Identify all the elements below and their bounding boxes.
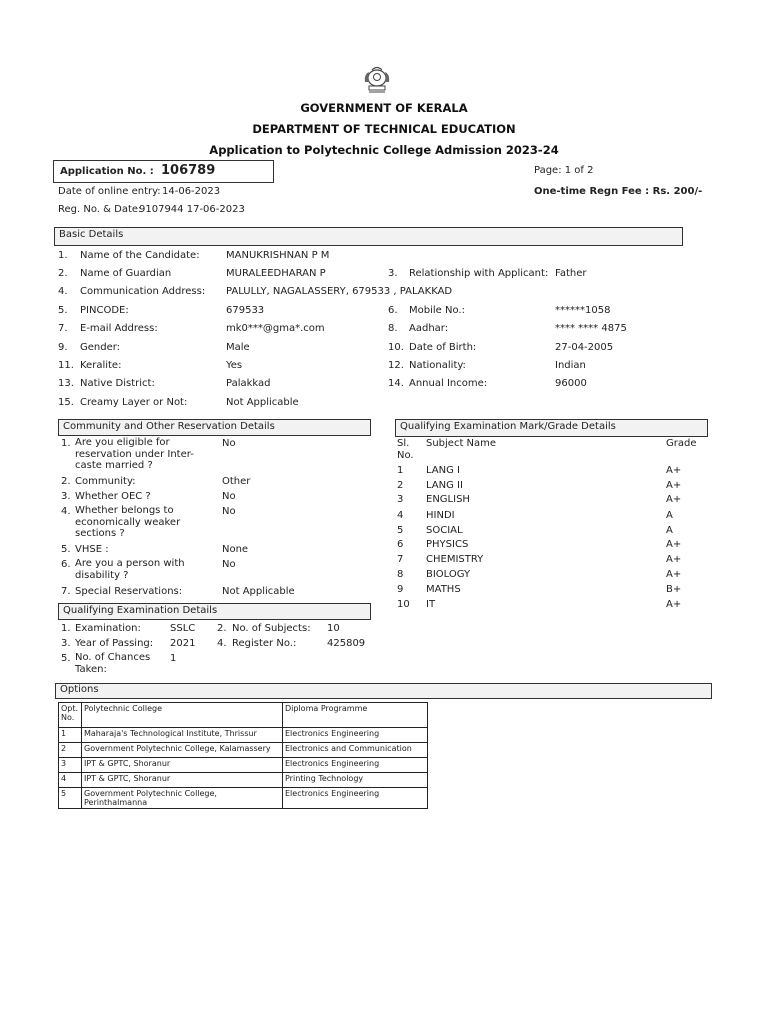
field-number: 8. <box>388 323 398 334</box>
table-row <box>59 758 428 773</box>
annual-income-value: 96000 <box>555 378 587 389</box>
item-number: 2. <box>217 623 227 634</box>
marks-sl: 9 <box>397 584 404 595</box>
dob-label: Date of Birth: <box>409 342 477 353</box>
marks-grade: B+ <box>666 584 682 595</box>
address-label: Communication Address: <box>80 286 206 297</box>
question-number: 7. <box>61 586 71 597</box>
guardian-name-value: MURALEEDHARAN P <box>226 268 326 279</box>
field-number: 9. <box>58 342 68 353</box>
marks-subject: BIOLOGY <box>426 569 471 580</box>
marks-sl: 6 <box>397 539 404 550</box>
field-number: 13. <box>58 378 74 389</box>
subjects-count-label: No. of Subjects: <box>232 623 311 634</box>
pincode-value: 679533 <box>226 305 265 316</box>
item-number: 3. <box>61 638 71 649</box>
option-number: 1 <box>59 728 82 743</box>
options-table <box>58 702 428 809</box>
option-college: IPT & GPTC, Shoranur <box>82 758 283 773</box>
field-number: 1. <box>58 250 68 261</box>
special-reservation-label: Special Reservations: <box>75 586 183 597</box>
online-entry-value: 14-06-2023 <box>162 186 221 197</box>
options-heading: Options <box>55 683 712 699</box>
register-no-label: Register No.: <box>232 638 297 649</box>
marks-section-heading: Qualifying Examination Mark/Grade Details <box>395 419 708 437</box>
field-number: 11. <box>58 360 74 371</box>
application-number-value: 106789 <box>161 163 216 178</box>
pincode-label: PINCODE: <box>80 305 129 316</box>
chances-value: 1 <box>170 653 177 664</box>
option-college: Government Polytechnic College, Perinthalmanna <box>82 788 283 809</box>
marks-subject: LANG II <box>426 480 463 491</box>
reg-no-value: 9107944 17-06-2023 <box>139 204 245 215</box>
email-value: mk0***@gma*.com <box>226 323 325 334</box>
aadhar-label: Aadhar: <box>409 323 449 334</box>
item-number: 5. <box>61 653 71 664</box>
marks-grade: A+ <box>666 465 682 476</box>
options-col-no: Opt. No. <box>59 703 82 728</box>
examination-value: SSLC <box>170 623 196 634</box>
marks-grade: A <box>666 525 673 536</box>
nationality-label: Nationality: <box>409 360 466 371</box>
email-label: E-mail Address: <box>80 323 158 334</box>
application-number-box <box>53 160 274 183</box>
marks-col-grade: Grade <box>666 438 697 449</box>
option-programme: Electronics and Communication <box>283 743 428 758</box>
gender-value: Male <box>226 342 250 353</box>
registration-fee: One-time Regn Fee : Rs. 200/- <box>534 186 703 197</box>
option-number: 5 <box>59 788 82 809</box>
question-number: 6. <box>61 559 71 570</box>
marks-sl: 4 <box>397 510 404 521</box>
option-number: 4 <box>59 773 82 788</box>
guardian-name-label: Name of Guardian <box>80 268 172 279</box>
marks-sl: 2 <box>397 480 404 491</box>
options-col-programme: Diploma Programme <box>283 703 428 728</box>
address-value: PALULLY, NAGALASSERY, 679533 , PALAKKAD <box>226 286 453 297</box>
candidate-name-value: MANUKRISHNAN P M <box>226 250 330 261</box>
keralite-value: Yes <box>226 360 243 371</box>
field-number: 15. <box>58 397 74 408</box>
disability-label: Are you a person with disability ? <box>75 558 185 581</box>
options-col-college: Polytechnic College <box>82 703 283 728</box>
marks-sl: 10 <box>397 599 410 610</box>
inter-caste-value: No <box>222 438 236 449</box>
candidate-name-label: Name of the Candidate: <box>80 250 200 261</box>
community-section-heading: Community and Other Reservation Details <box>58 419 371 436</box>
subjects-count-value: 10 <box>327 623 340 634</box>
option-number: 2 <box>59 743 82 758</box>
option-programme: Electronics Engineering <box>283 788 428 809</box>
native-district-label: Native District: <box>80 378 155 389</box>
keralite-label: Keralite: <box>80 360 122 371</box>
question-number: 1. <box>61 438 71 449</box>
chances-label: No. of Chances Taken: <box>75 652 151 675</box>
online-entry-label: Date of online entry: <box>58 186 161 197</box>
option-programme: Printing Technology <box>283 773 428 788</box>
marks-subject: IT <box>426 599 436 610</box>
options-header-row <box>59 703 428 728</box>
inter-caste-label: Are you eligible for reservation under Inter-caste married ? <box>75 437 194 471</box>
option-programme: Electronics Engineering <box>283 728 428 743</box>
mobile-label: Mobile No.: <box>409 305 465 316</box>
basic-details-heading: Basic Details <box>54 227 683 246</box>
marks-grade: A+ <box>666 494 682 505</box>
field-number: 10. <box>388 342 404 353</box>
marks-sl: 1 <box>397 465 404 476</box>
header-application-title: Application to Polytechnic College Admission 2023-24 <box>209 143 559 157</box>
table-row <box>59 788 428 809</box>
header-government: GOVERNMENT OF KERALA <box>300 101 468 115</box>
question-number: 2. <box>61 476 71 487</box>
table-row <box>59 743 428 758</box>
creamy-layer-value: Not Applicable <box>226 397 299 408</box>
marks-grade: A+ <box>666 569 682 580</box>
year-of-passing-label: Year of Passing: <box>75 638 154 649</box>
page-indicator: Page: 1 of 2 <box>534 165 594 176</box>
disability-value: No <box>222 559 236 570</box>
question-number: 4. <box>61 506 71 517</box>
marks-subject: PHYSICS <box>426 539 469 550</box>
table-row <box>59 773 428 788</box>
field-number: 2. <box>58 268 68 279</box>
ews-label: Whether belongs to economically weaker sections ? <box>75 505 181 539</box>
gender-label: Gender: <box>80 342 121 353</box>
marks-subject: LANG I <box>426 465 460 476</box>
field-number: 6. <box>388 305 398 316</box>
dob-value: 27-04-2005 <box>555 342 614 353</box>
aadhar-value: **** **** 4875 <box>555 323 627 334</box>
community-value: Other <box>222 476 251 487</box>
marks-col-sl: Sl. No. <box>397 438 414 461</box>
field-number: 5. <box>58 305 68 316</box>
field-number: 3. <box>388 268 398 279</box>
marks-subject: HINDI <box>426 510 455 521</box>
marks-col-subject: Subject Name <box>426 438 497 449</box>
community-label: Community: <box>75 476 136 487</box>
option-college: Maharaja's Technological Institute, Thrissur <box>82 728 283 743</box>
oec-label: Whether OEC ? <box>75 491 151 502</box>
marks-grade: A+ <box>666 599 682 610</box>
vhse-value: None <box>222 544 249 555</box>
option-college: IPT & GPTC, Shoranur <box>82 773 283 788</box>
table-row <box>59 728 428 743</box>
marks-subject: SOCIAL <box>426 525 463 536</box>
oec-value: No <box>222 491 236 502</box>
special-reservation-value: Not Applicable <box>222 586 295 597</box>
field-number: 7. <box>58 323 68 334</box>
field-number: 12. <box>388 360 404 371</box>
option-programme: Electronics Engineering <box>283 758 428 773</box>
marks-sl: 5 <box>397 525 404 536</box>
question-number: 3. <box>61 491 71 502</box>
creamy-layer-label: Creamy Layer or Not: <box>80 397 188 408</box>
marks-sl: 3 <box>397 494 404 505</box>
relationship-label: Relationship with Applicant: <box>409 268 549 279</box>
header-department: DEPARTMENT OF TECHNICAL EDUCATION <box>252 122 516 136</box>
field-number: 14. <box>388 378 404 389</box>
question-number: 5. <box>61 544 71 555</box>
examination-label: Examination: <box>75 623 141 634</box>
year-of-passing-value: 2021 <box>170 638 196 649</box>
marks-sl: 7 <box>397 554 404 565</box>
nationality-value: Indian <box>555 360 586 371</box>
marks-grade: A <box>666 510 673 521</box>
marks-subject: MATHS <box>426 584 461 595</box>
option-number: 3 <box>59 758 82 773</box>
marks-grade: A+ <box>666 554 682 565</box>
annual-income-label: Annual Income: <box>409 378 488 389</box>
kerala-emblem-icon <box>361 64 393 96</box>
register-no-value: 425809 <box>327 638 366 649</box>
mobile-value: ******1058 <box>555 305 611 316</box>
application-number-label: Application No. : <box>60 166 154 177</box>
relationship-value: Father <box>555 268 587 279</box>
vhse-label: VHSE : <box>75 544 109 555</box>
reg-no-label: Reg. No. & Date: <box>58 204 142 215</box>
item-number: 4. <box>217 638 227 649</box>
marks-subject: ENGLISH <box>426 494 470 505</box>
qualifying-exam-heading: Qualifying Examination Details <box>58 603 371 620</box>
marks-sl: 8 <box>397 569 404 580</box>
native-district-value: Palakkad <box>226 378 271 389</box>
field-number: 4. <box>58 286 68 297</box>
item-number: 1. <box>61 623 71 634</box>
option-college: Government Polytechnic College, Kalamassery <box>82 743 283 758</box>
ews-value: No <box>222 506 236 517</box>
marks-grade: A+ <box>666 539 682 550</box>
marks-grade: A+ <box>666 480 682 491</box>
marks-subject: CHEMISTRY <box>426 554 484 565</box>
